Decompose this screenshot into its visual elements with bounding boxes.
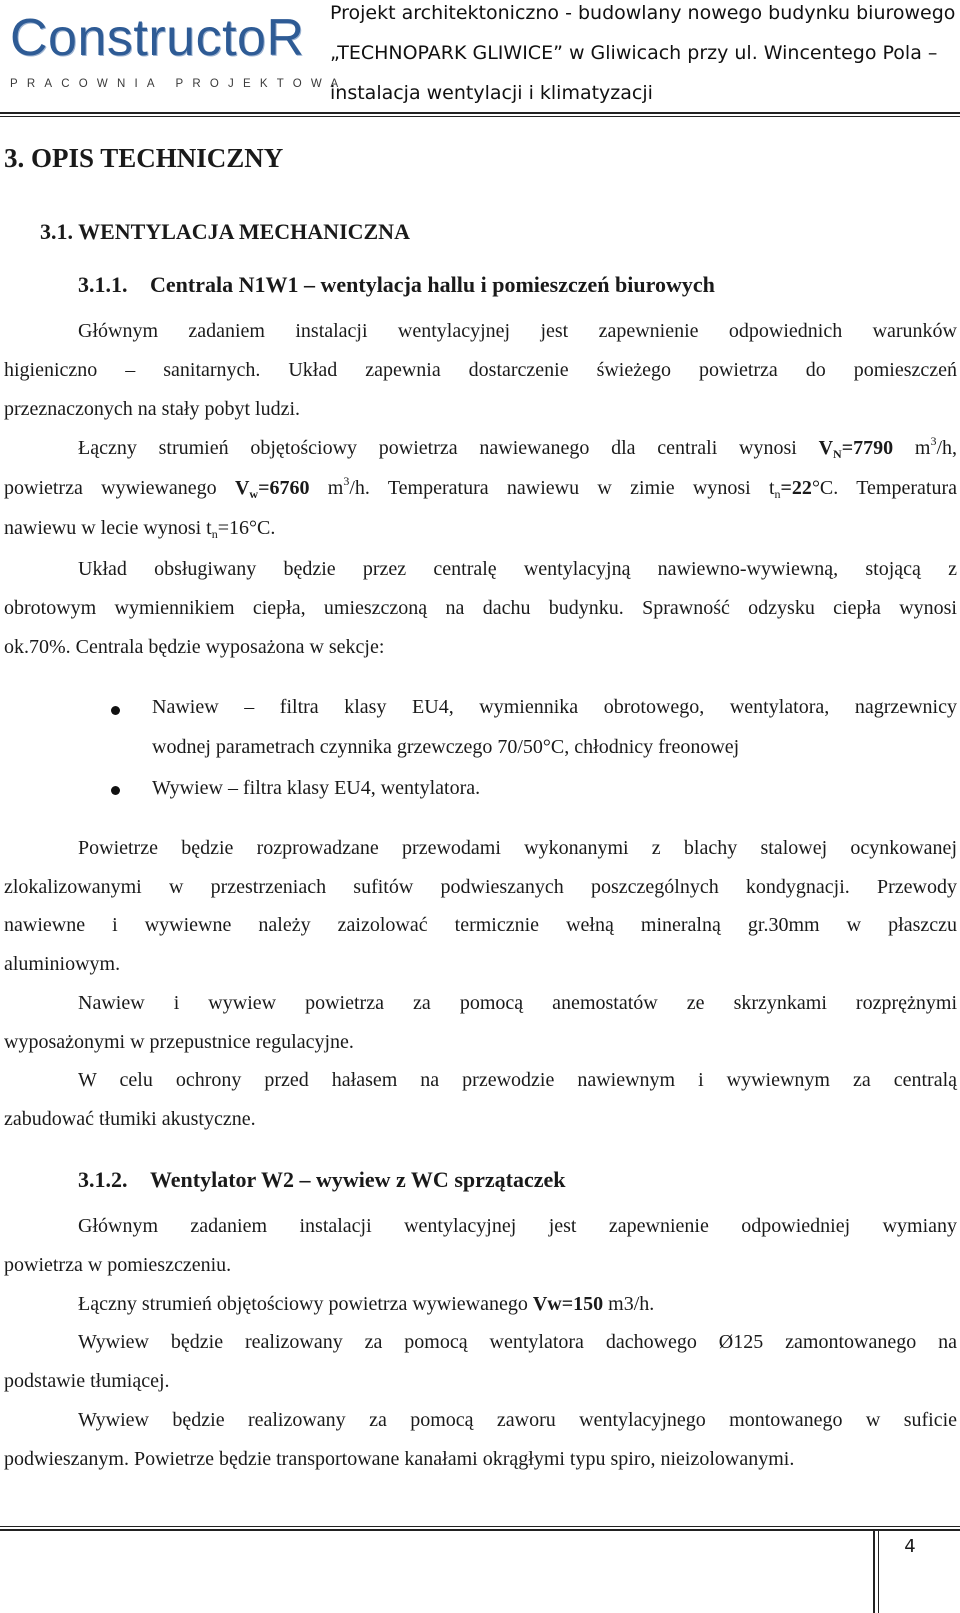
project-line-3: instalacja wentylacji i klimatyzacji [330, 82, 653, 104]
bullet-item-line: Nawiew – filtra klasy EU4, wymiennika obrotowego, wentylatora, nagrzewnicy [152, 696, 957, 718]
bullet-icon [111, 786, 120, 795]
exhaust-flow-text: Łączny strumień objętościowy powietrza wywiewanego [78, 1293, 533, 1315]
paragraph-line: obrotowym wymiennikiem ciepła, umieszczoną na dachu budynku. Sprawność odzysku ciepła wynosi [4, 597, 957, 619]
vw-value: =6760 [258, 477, 310, 499]
unit-exponent: 3 [930, 434, 937, 448]
heading-text: Centrala N1W1 – wentylacja hallu i pomieszczeń biurowych [150, 272, 715, 297]
footer-divider-thin [878, 1529, 879, 1613]
header-rule-thin [0, 116, 960, 117]
logo-subtitle: PRACOWNIA PROJEKTOWA [10, 78, 348, 90]
footer-rule [0, 1529, 960, 1531]
airflow-line [4, 517, 275, 540]
paragraph-line: W celu ochrony przed hałasem na przewodzie nawiewnym i wywiewnym za centralą [78, 1069, 957, 1091]
paragraph-line: aluminiowym. [4, 953, 121, 975]
paragraph-line: Układ obsługiwany będzie przez centralę wentylacyjną nawiewno-wywiewną, stojącą z [78, 558, 957, 580]
paragraph-line: podstawie tłumiącej. [4, 1370, 170, 1392]
paragraph-line: Wywiew będzie realizowany za pomocą zaworu wentylacyjnego montowanego w suficie [78, 1409, 957, 1431]
airflow-text: Łączny strumień objętościowy powietrza nawiewanego dla centrali wynosi [78, 437, 819, 459]
footer-rule-thin [0, 1526, 960, 1527]
exhaust-flow-unit: m3/h. [603, 1293, 655, 1315]
heading-text: Wentylator W2 – wywiew z WC sprzątaczek [150, 1167, 566, 1192]
vn-subscript: N [833, 447, 842, 461]
unit: m [309, 477, 344, 499]
paragraph-line: przeznaczonych na stały pobyt ludzi. [4, 398, 300, 420]
paragraph-line: Głównym zadaniem instalacji wentylacyjnej jest zapewnienie odpowiedniej wymiany [78, 1215, 957, 1237]
page-number: 4 [904, 1536, 916, 1557]
vn-value: =7790 [841, 437, 894, 459]
paragraph-line: Wywiew będzie realizowany za pomocą wentylatora dachowego Ø125 zamontowanego na [78, 1331, 957, 1353]
subsection-title: 3.1. WENTYLACJA MECHANICZNA [40, 219, 410, 244]
vw-symbol: V [234, 477, 250, 499]
paragraph-line: powietrza w pomieszczeniu. [4, 1254, 232, 1276]
paragraph-line: nawiewne i wywiewne należy zaizolować termicznie wełną mineralną gr.30mm w płaszczu [4, 914, 957, 936]
paragraph-line: higieniczno – sanitarnych. Układ zapewnia dostarczenie świeżego powietrza do pomieszczeń [4, 359, 957, 381]
footer-divider [873, 1529, 875, 1613]
paragraph-line: zlokalizowanymi w przestrzeniach sufitów podwieszanych poszczególnych kondygnacji. Przewody [4, 876, 957, 898]
bullet-item-line: Wywiew – filtra klasy EU4, wentylatora. [152, 777, 481, 799]
company-logo [8, 9, 348, 92]
vn-symbol: V [818, 437, 834, 459]
tn-subscript: n [774, 487, 781, 501]
winter-text: /h. Temperatura nawiewu w zimie wynosi t [349, 477, 775, 499]
summer-temp-value: =16°C. [217, 517, 276, 539]
summer-text: nawiewu w lecie wynosi t [4, 517, 212, 539]
header-rule [0, 112, 960, 114]
airflow-line [78, 434, 957, 461]
paragraph-line: Powietrze będzie rozprowadzane przewodami wykonanymi z blachy stalowej ocynkowanej [78, 837, 957, 859]
unit: m [893, 437, 931, 459]
paragraph-line: ok.70%. Centrala będzie wyposażona w sekcje: [4, 636, 385, 658]
heading-number: 3.1.1. [78, 272, 128, 297]
unit-end: /h, [936, 437, 957, 459]
winter-temp-value: =22 [780, 477, 812, 499]
paragraph-line: podwieszanym. Powietrze będzie transportowane kanałami okrągłymi typu spiro, nieizolowanymi. [4, 1448, 795, 1470]
bullet-item-line: wodnej parametrach czynnika grzewczego 70/50°C, chłodnicy freonowej [152, 736, 740, 758]
vw-subscript: w [249, 487, 259, 501]
paragraph-line: Głównym zadaniem instalacji wentylacyjnej jest zapewnienie odpowiednich warunków [78, 320, 957, 342]
heading-number: 3.1.2. [78, 1167, 128, 1192]
airflow-line [4, 474, 957, 501]
airflow-text: powietrza wywiewanego [4, 477, 235, 499]
project-line-2: „TECHNOPARK GLIWICE” w Gliwicach przy ul. Wincentego Pola – [330, 42, 938, 64]
section-title: 3. OPIS TECHNICZNY [4, 143, 284, 173]
unit-exponent: 3 [343, 474, 350, 488]
project-line-1: Projekt architektoniczno - budowlany nowego budynku biurowego [330, 2, 956, 24]
bullet-icon [111, 706, 120, 715]
paragraph-line: wyposażonymi w przepustnice regulacyjne. [4, 1031, 354, 1053]
paragraph-line: zabudować tłumiki akustyczne. [4, 1108, 256, 1130]
logo-wordmark: ConstructoR [10, 9, 305, 67]
exhaust-flow-line [78, 1293, 654, 1316]
degree-text: °C. Temperatura [811, 477, 957, 499]
tn-subscript: n [211, 527, 218, 541]
exhaust-flow-value: Vw=150 [532, 1293, 604, 1315]
paragraph-line: Nawiew i wywiew powietrza za pomocą anemostatów ze skrzynkami rozprężnymi [78, 992, 957, 1014]
subsection-3-1-2-heading [78, 1167, 566, 1193]
subsection-3-1-1-heading [78, 272, 715, 298]
